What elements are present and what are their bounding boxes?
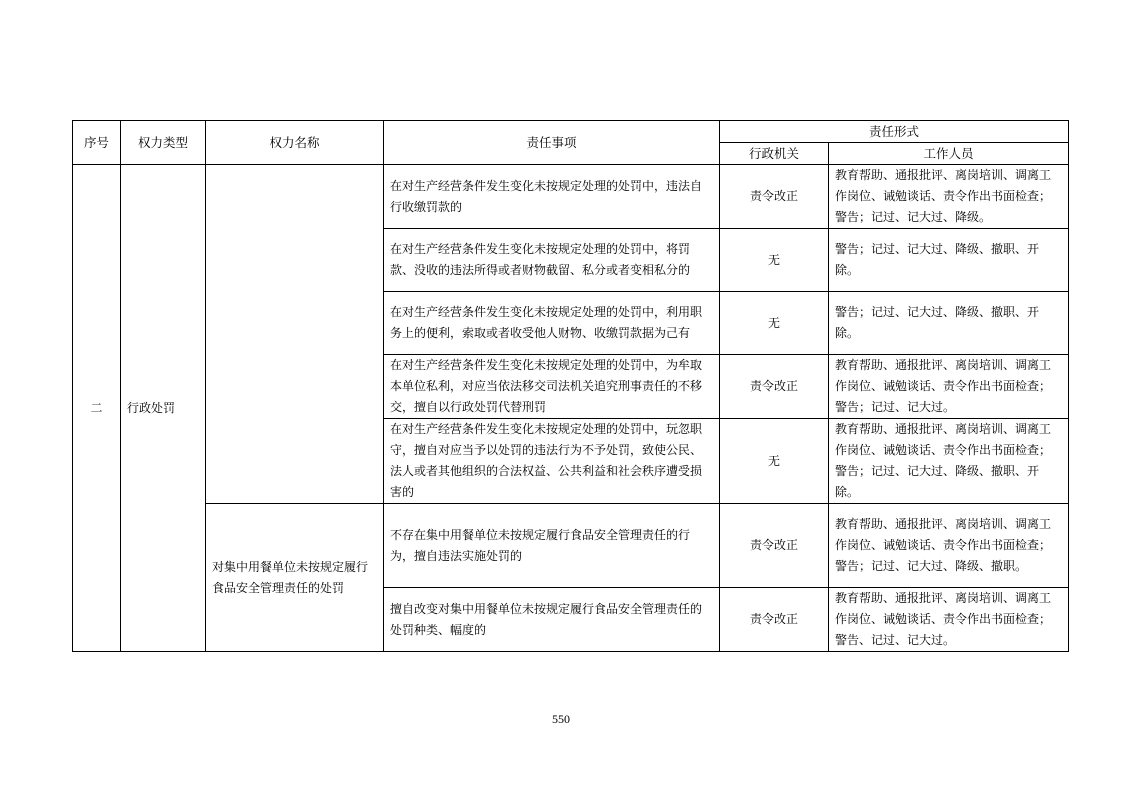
header-staff: 工作人员 (829, 143, 1069, 165)
header-power-name: 权力名称 (206, 121, 384, 165)
item-cell: 不存在集中用餐单位未按规定履行食品安全管理责任的行为，擅自违法实施处罚的 (384, 504, 720, 588)
header-org: 行政机关 (720, 143, 829, 165)
header-seq: 序号 (73, 121, 121, 165)
org-cell: 责令改正 (720, 504, 829, 588)
item-cell: 擅自改变对集中用餐单位未按规定履行食品安全管理责任的处罚种类、幅度的 (384, 588, 720, 652)
staff-cell: 警告；记过、记大过、降级、撤职、开除。 (829, 292, 1069, 355)
item-cell: 在对生产经营条件发生变化未按规定处理的处罚中，将罚款、没收的违法所得或者财物截留、私分或者变相私分的 (384, 229, 720, 292)
responsibility-table (72, 120, 1069, 652)
header-forms: 责任形式 (720, 121, 1069, 143)
seq-cell: 二 (73, 165, 121, 652)
staff-cell: 教育帮助、通报批评、离岗培训、调离工作岗位、诫勉谈话、责令作出书面检查；警告、记过、记大过。 (829, 588, 1069, 652)
page-number: 550 (552, 712, 570, 726)
table-row (73, 504, 1069, 588)
org-cell: 无 (720, 229, 829, 292)
power-name-cell-empty (206, 165, 384, 504)
org-cell: 无 (720, 292, 829, 355)
item-cell: 在对生产经营条件发生变化未按规定处理的处罚中，玩忽职守，擅自对应当予以处罚的违法行为不予处罚，致使公民、法人或者其他组织的合法权益、公共利益和社会秩序遭受损害的 (384, 419, 720, 504)
header-power-type: 权力类型 (121, 121, 206, 165)
item-cell: 在对生产经营条件发生变化未按规定处理的处罚中，利用职务上的便利，索取或者收受他人财物、收缴罚款据为己有 (384, 292, 720, 355)
staff-cell: 警告；记过、记大过、降级、撤职、开除。 (829, 229, 1069, 292)
staff-cell: 教育帮助、通报批评、离岗培训、调离工作岗位、诫勉谈话、责令作出书面检查；警告；记过、记大过、降级、撤职。 (829, 504, 1069, 588)
item-cell: 在对生产经营条件发生变化未按规定处理的处罚中，违法自行收缴罚款的 (384, 165, 720, 229)
staff-cell: 教育帮助、通报批评、离岗培训、调离工作岗位、诫勉谈话、责令作出书面检查；警告；记过、记大过。 (829, 355, 1069, 419)
item-cell: 在对生产经营条件发生变化未按规定处理的处罚中，为牟取本单位私利，对应当依法移交司法机关追究刑事责任的不移交，擅自以行政处罚代替刑罚 (384, 355, 720, 419)
staff-cell: 教育帮助、通报批评、离岗培训、调离工作岗位、诫勉谈话、责令作出书面检查；警告；记过、记大过、降级。 (829, 165, 1069, 229)
org-cell: 责令改正 (720, 355, 829, 419)
staff-cell: 教育帮助、通报批评、离岗培训、调离工作岗位、诫勉谈话、责令作出书面检查；警告；记过、记大过、降级、撤职、开除。 (829, 419, 1069, 504)
org-cell: 无 (720, 419, 829, 504)
header-items: 责任事项 (384, 121, 720, 165)
power-type-cell: 行政处罚 (121, 165, 206, 652)
header-row (73, 121, 1069, 143)
org-cell: 责令改正 (720, 588, 829, 652)
power-name-cell: 对集中用餐单位未按规定履行食品安全管理责任的处罚 (206, 504, 384, 652)
org-cell: 责令改正 (720, 165, 829, 229)
table-row (73, 165, 1069, 229)
